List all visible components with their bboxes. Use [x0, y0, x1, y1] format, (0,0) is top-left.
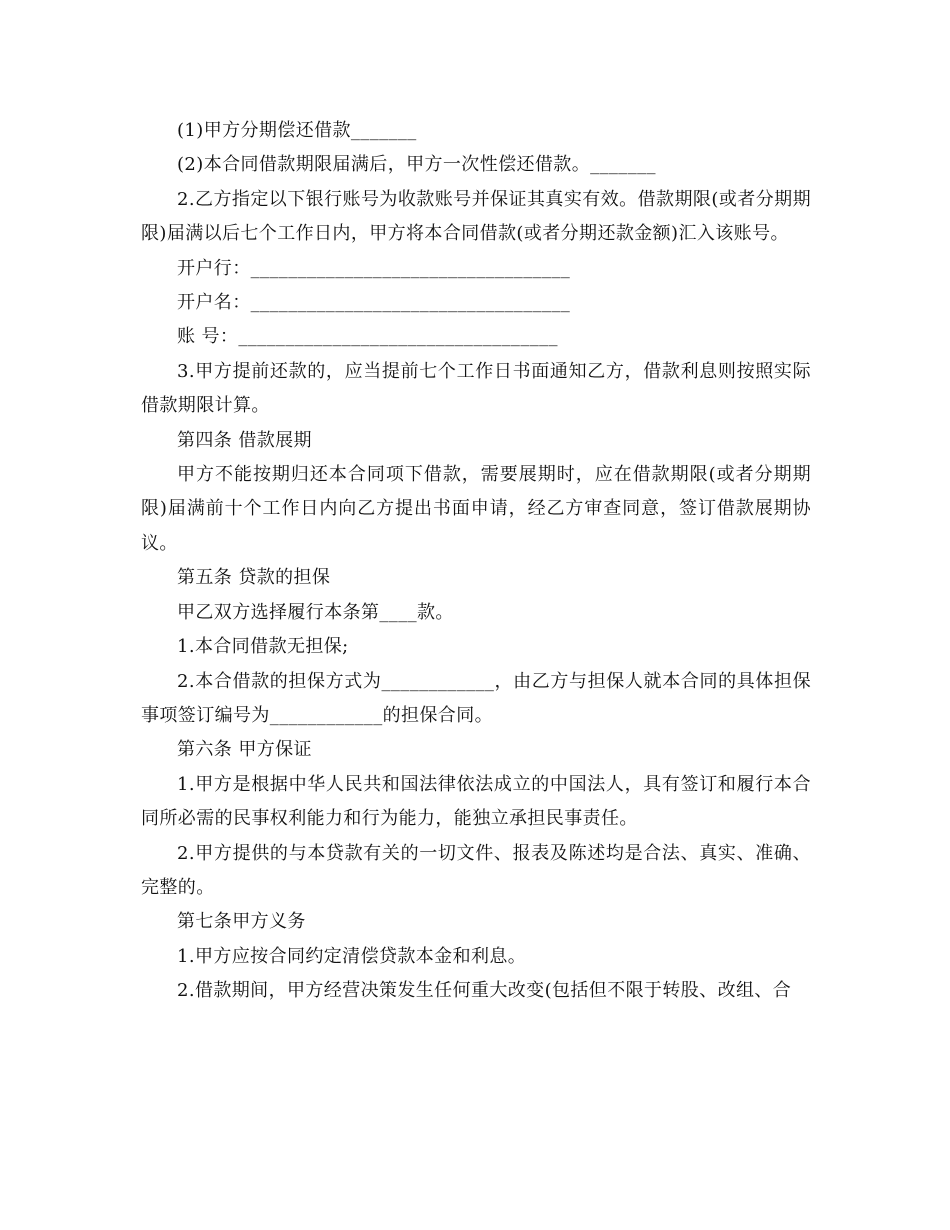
clause-lump-sum-repayment: (2)本合同借款期限届满后，甲方一次性偿还借款。_______: [177, 154, 656, 176]
article-4-heading: 第四条 借款展期: [177, 429, 312, 451]
field-opening-bank: 开户行：__________________________________: [177, 257, 571, 279]
article-6-heading: 第六条 甲方保证: [177, 739, 312, 761]
field-account-number: 账 号：__________________________________: [177, 326, 558, 348]
clause-no-guarantee: 1.本合同借款无担保;: [177, 636, 349, 658]
clause-repay-principal: 1.甲方应按合同约定清偿贷款本金和利息。: [177, 945, 527, 967]
clause-receiving-account: 2.乙方指定以下银行账号为收款账号并保证其真实有效。借款期限(或者分期期限)届满以后七个工作日内，甲方将本合同借款(或者分期还款金额)汇入该账号。: [141, 188, 811, 245]
clause-installment-repayment: (1)甲方分期偿还借款_______: [177, 120, 417, 141]
clause-early-repayment: 3.甲方提前还款的，应当提前七个工作日书面通知乙方，借款利息则按照实际借款期限计算。: [141, 360, 811, 417]
document-body: [141, 114, 811, 1009]
clause-extension: 甲方不能按期归还本合同项下借款，需要展期时，应在借款期限(或者分期期限)届满前十个工作日内向乙方提出书面申请，经乙方审查同意，签订借款展期协议。: [141, 464, 811, 554]
clause-guarantee-method: 2.本合借款的担保方式为____________，由乙方与担保人就本合同的具体担保事项签订编号为____________的担保合同。: [141, 670, 811, 726]
clause-guarantee-choice: 甲乙双方选择履行本条第____款。: [177, 601, 454, 623]
clause-major-change: 2.借款期间，甲方经营决策发生任何重大改变(包括但不限于转股、改组、合: [177, 980, 792, 1002]
article-7-heading: 第七条甲方义务: [177, 911, 306, 933]
clause-documents-true: 2.甲方提供的与本贷款有关的一切文件、报表及陈述均是合法、真实、准确、完整的。: [141, 842, 811, 898]
clause-legal-entity: 1.甲方是根据中华人民共和国法律依法成立的中国法人，具有签订和履行本合同所必需的民事权利能力和行为能力，能独立承担民事责任。: [141, 773, 811, 830]
article-5-heading: 第五条 贷款的担保: [177, 567, 331, 589]
field-account-name: 开户名：__________________________________: [177, 292, 571, 314]
